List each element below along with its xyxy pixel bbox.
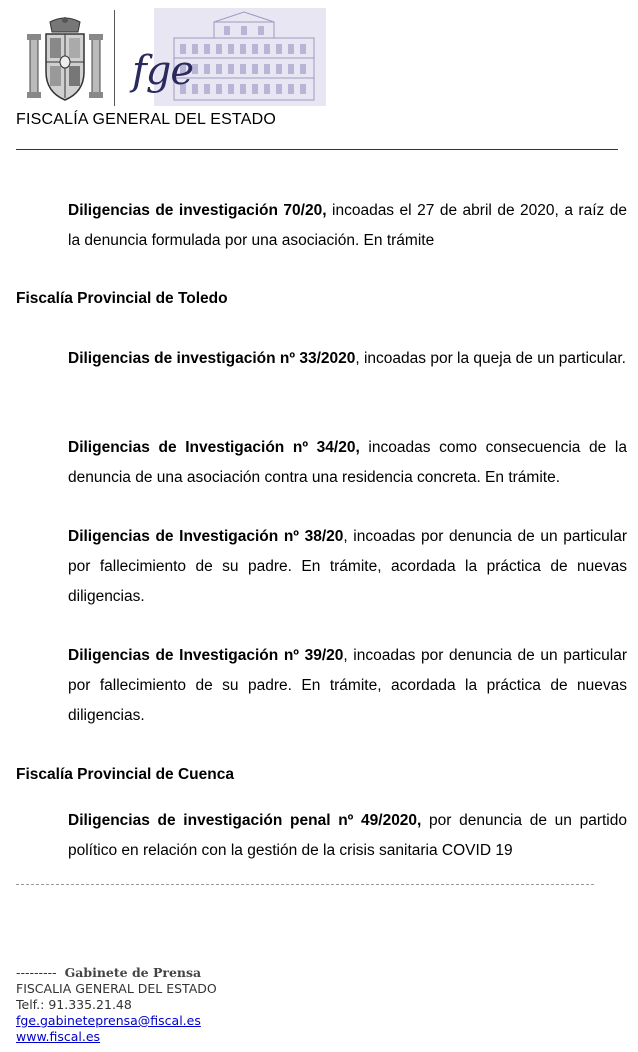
section-heading-toledo: Fiscalía Provincial de Toledo bbox=[16, 290, 228, 307]
footer-org: FISCALIA GENERAL DEL ESTADO bbox=[16, 981, 217, 996]
footer-phone: Telf.: 91.335.21.48 bbox=[16, 997, 132, 1012]
header-divider bbox=[114, 10, 115, 106]
paragraph-diligencias-70-20 bbox=[68, 196, 627, 256]
case-description: , incoadas por la queja de un particular. bbox=[355, 350, 626, 367]
website-link[interactable]: www.fiscal.es bbox=[16, 1029, 101, 1044]
case-description: , incoadas por denuncia de un particular por fallecimiento de su padre. En trámite, acordada la práctica de nuevas diligencias. bbox=[68, 647, 627, 724]
press-contact-footer bbox=[16, 965, 217, 1045]
case-reference: Diligencias de investigación penal nº 49/2020, bbox=[68, 812, 422, 829]
case-description: por denuncia de un partido político en relación con la gestión de la crisis sanitaria COVID 19 bbox=[68, 812, 627, 859]
case-reference: Diligencias de Investigación nº 39/20 bbox=[68, 647, 344, 664]
case-description: incoadas como consecuencia de la denuncia de una asociación contra una residencia concreta. En trámite. bbox=[68, 439, 627, 486]
case-reference: Diligencias de Investigación nº 34/20, bbox=[68, 439, 360, 456]
org-title: FISCALÍA GENERAL DEL ESTADO bbox=[16, 111, 276, 128]
press-office-label: Gabinete de Prensa bbox=[64, 965, 202, 980]
page-header bbox=[16, 6, 636, 110]
press-email-link[interactable]: fge.gabineteprensa@fiscal.es bbox=[16, 1013, 201, 1028]
press-office-line bbox=[16, 965, 217, 981]
paragraph-diligencias-39-20 bbox=[68, 641, 627, 731]
paragraph-diligencias-49-2020 bbox=[68, 806, 627, 866]
footer-separator bbox=[16, 884, 594, 885]
case-reference: Diligencias de investigación 70/20, bbox=[68, 202, 327, 219]
paragraph-diligencias-33-2020 bbox=[68, 344, 627, 374]
case-description: incoadas el 27 de abril de 2020, a raíz de la denuncia formulada por una asociación. En trámite bbox=[68, 202, 627, 249]
header-rule bbox=[16, 149, 618, 150]
case-reference: Diligencias de investigación nº 33/2020 bbox=[68, 350, 356, 367]
dash-prefix: --------- bbox=[16, 965, 57, 980]
case-reference: Diligencias de Investigación nº 38/20 bbox=[68, 528, 344, 545]
paragraph-diligencias-34-20 bbox=[68, 433, 627, 493]
paragraph-diligencias-38-20 bbox=[68, 522, 627, 612]
fge-logo: fge bbox=[132, 48, 194, 94]
case-description: , incoadas por denuncia de un particular por fallecimiento de su padre. En trámite, acordada la práctica de nuevas diligencias. bbox=[68, 528, 627, 605]
coat-of-arms-icon bbox=[24, 16, 106, 104]
section-heading-cuenca: Fiscalía Provincial de Cuenca bbox=[16, 766, 234, 783]
